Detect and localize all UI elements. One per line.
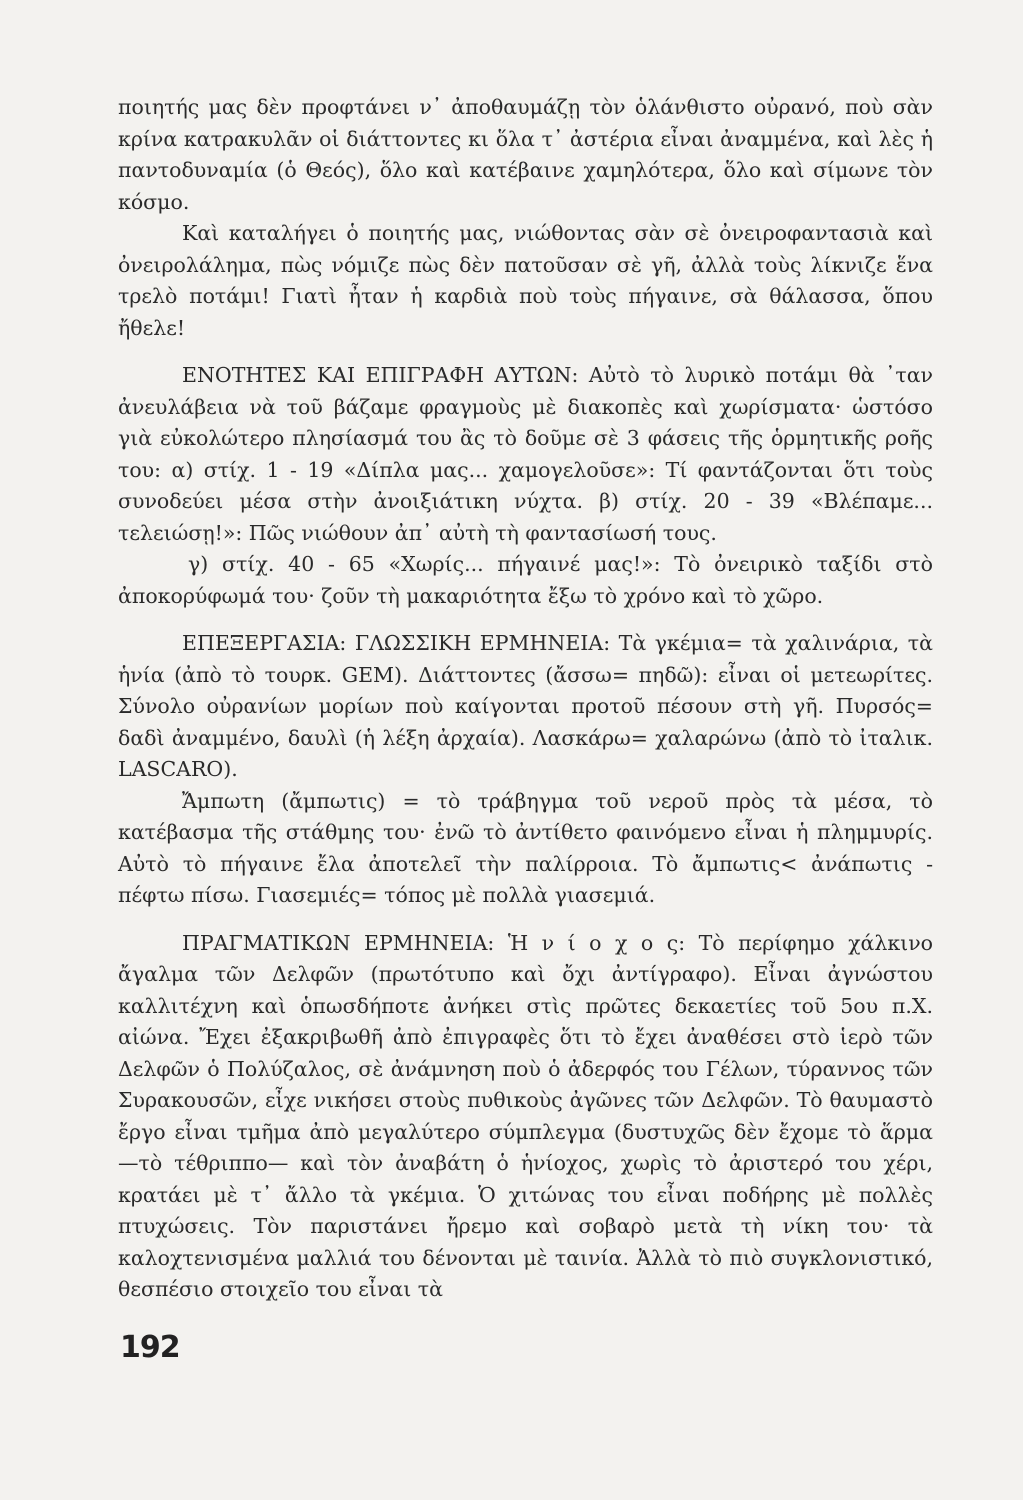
body-text [118,92,933,1306]
paragraph-unit-gamma: γ) στίχ. 40 - 65 «Χωρίς... πήγαινέ μας!»: Τὸ ὀνειρικὸ ταξίδι στὸ ἀποκορύφωμά του· ζοῦν τὴ μακαριότητα ἔξω τὸ χρόνο καὶ τὸ χῶρο. [118,552,933,608]
section-factual-interpretation: ΠΡΑΓΜΑΤΙΚΩΝ ΕΡΜΗΝΕΙΑ: Ἡ ν ί ο χ ο ς: Τὸ περίφημο χάλκινο ἄγαλμα τῶν Δελφῶν (πρωτότυπο καὶ ὄχι ἀντίγραφο). Εἶναι ἀγνώστου καλλιτέχνη καὶ ὁπωσδήποτε ἀνήκει στὶς πρῶτες δεκαετίες τοῦ 5ου π.Χ. αἰώνα. Ἔχει ἐξακριβωθῆ ἀπὸ ἐπιγραφὲς ὅτι τὸ ἔχει ἀναθέσει στὸ ἱερὸ τῶν Δελφῶν ὁ Πολύζαλος, σὲ ἀνάμνηση ποὺ ὁ ἀδερφός του Γέλων, τύραννος τῶν Συρακουσῶν, εἶχε νικήσει στοὺς πυθικοὺς ἀγῶνες τῶν Δελφῶν. Τὸ θαυμαστὸ ἔργο εἶναι τμῆμα ἀπὸ μεγαλύτερο σύμπλεγμα (δυστυχῶς δὲν ἔχομε τὸ ἅρμα —τὸ τέθριππο— καὶ τὸν ἀναβάτη ὁ ἡνίοχος, χωρὶς τὸ ἀριστερό του χέρι, κρατάει μὲ τ᾿ ἄλλο τὰ γκέμια. Ὁ χιτώνας του εἶναι ποδήρης μὲ πολλὲς πτυχώσεις. Τὸν παριστάνει ἤρεμο καὶ σοβαρὸ μετὰ τὴ νίκη του· τὰ καλοχτενισμένα μαλλιά του δένονται μὲ ταινία. Ἀλλὰ τὸ πιὸ συγκλονιστικό, θεσπέσιο στοιχεῖο του εἶναι τὰ [118,930,933,1301]
paragraph-conclusion: Καὶ καταλήγει ὁ ποιητής μας, νιώθοντας σὰν σὲ ὀνειροφαντασιὰ καὶ ὀνειρολάλημα, πὼς νόμιζε πὼς δὲν πατοῦσαν σὲ γῆ, ἀλλὰ τοὺς λίκνιζε ἕνα τρελὸ ποτάμι! Γιατὶ ἦταν ἡ καρδιὰ ποὺ τοὺς πήγαινε, σὰ θάλασσα, ὅπου ἤθελε! [118,221,933,340]
page-number: 192 [120,1330,180,1365]
section-language-interpretation: ΕΠΕΞΕΡΓΑΣΙΑ: ΓΛΩΣΣΙΚΗ ΕΡΜΗΝΕΙΑ: Τὰ γκέμια= τὰ χαλινάρια, τὰ ἡνία (ἀπὸ τὸ τουρκ. GEM). Διάττοντες (ἄσσω= πηδῶ): εἶναι οἱ μετεωρίτες. Σύνολο οὐρανίων μορίων ποὺ καίγονται προτοῦ πέσουν στὴ γῆ. Πυρσός= δαδὶ ἀναμμένο, δαυλὶ (ἡ λέξη ἀρχαία). Λασκάρω= χαλαρώνω (ἀπὸ τὸ ἰταλικ. LASCARO). [118,631,933,781]
paragraph-ebb-tide: Ἄμπωτη (ἄμπωτις) = τὸ τράβηγμα τοῦ νεροῦ πρὸς τὰ μέσα, τὸ κατέβασμα τῆς στάθμης του· ἐνῶ τὸ ἀντίθετο φαινόμενο εἶναι ἡ πλημμυρίς. Αὐτὸ τὸ πήγαινε ἔλα ἀποτελεῖ τὴν παλίρροια. Τὸ ἄμπωτις< ἀνάπωτις - πέφτω πίσω. Γιασεμιές= τόπος μὲ πολλὰ γιασεμιά. [118,788,933,907]
paragraph-intro-continuation: ποιητής μας δὲν προφτάνει ν᾿ ἀποθαυμάζῃ τὸν ὁλάνθιστο οὐρανό, ποὺ σὰν κρίνα κατρακυλᾶν οἱ διάττοντες κι ὅλα τ᾿ ἀστέρια εἶναι ἀναμμένα, καὶ λὲς ἡ παντοδυναμία (ὁ Θεός), ὅλο καὶ κατέβαινε χαμηλότερα, ὅλο καὶ σίμωνε τὸν κόσμο. [118,95,933,214]
section-units-and-titles: ΕΝΟΤΗΤΕΣ ΚΑΙ ΕΠΙΓΡΑΦΗ ΑΥΤΩΝ: Αὐτὸ τὸ λυρικὸ ποτάμι θὰ ᾿ταν ἀνευλάβεια νὰ τοῦ βάζαμε φραγμοὺς μὲ διακοπὲς καὶ χωρίσματα· ὡστόσο γιὰ εὐκολώτερο πλησίασμά του ἂς τὸ δοῦμε σὲ 3 φάσεις τῆς ὁρμητικῆς ροῆς του: α) στίχ. 1 - 19 «Δίπλα μας... χαμογελοῦσε»: Τί φαντάζονται ὅτι τοὺς συνοδεύει μέσα στὴν ἀνοιξιάτικη νύχτα. β) στίχ. 20 - 39 «Βλέπαμε... τελειώσῃ!»: Πῶς νιώθουν ἀπ᾿ αὐτὴ τὴ φαντασίωσή τους. [118,363,933,545]
